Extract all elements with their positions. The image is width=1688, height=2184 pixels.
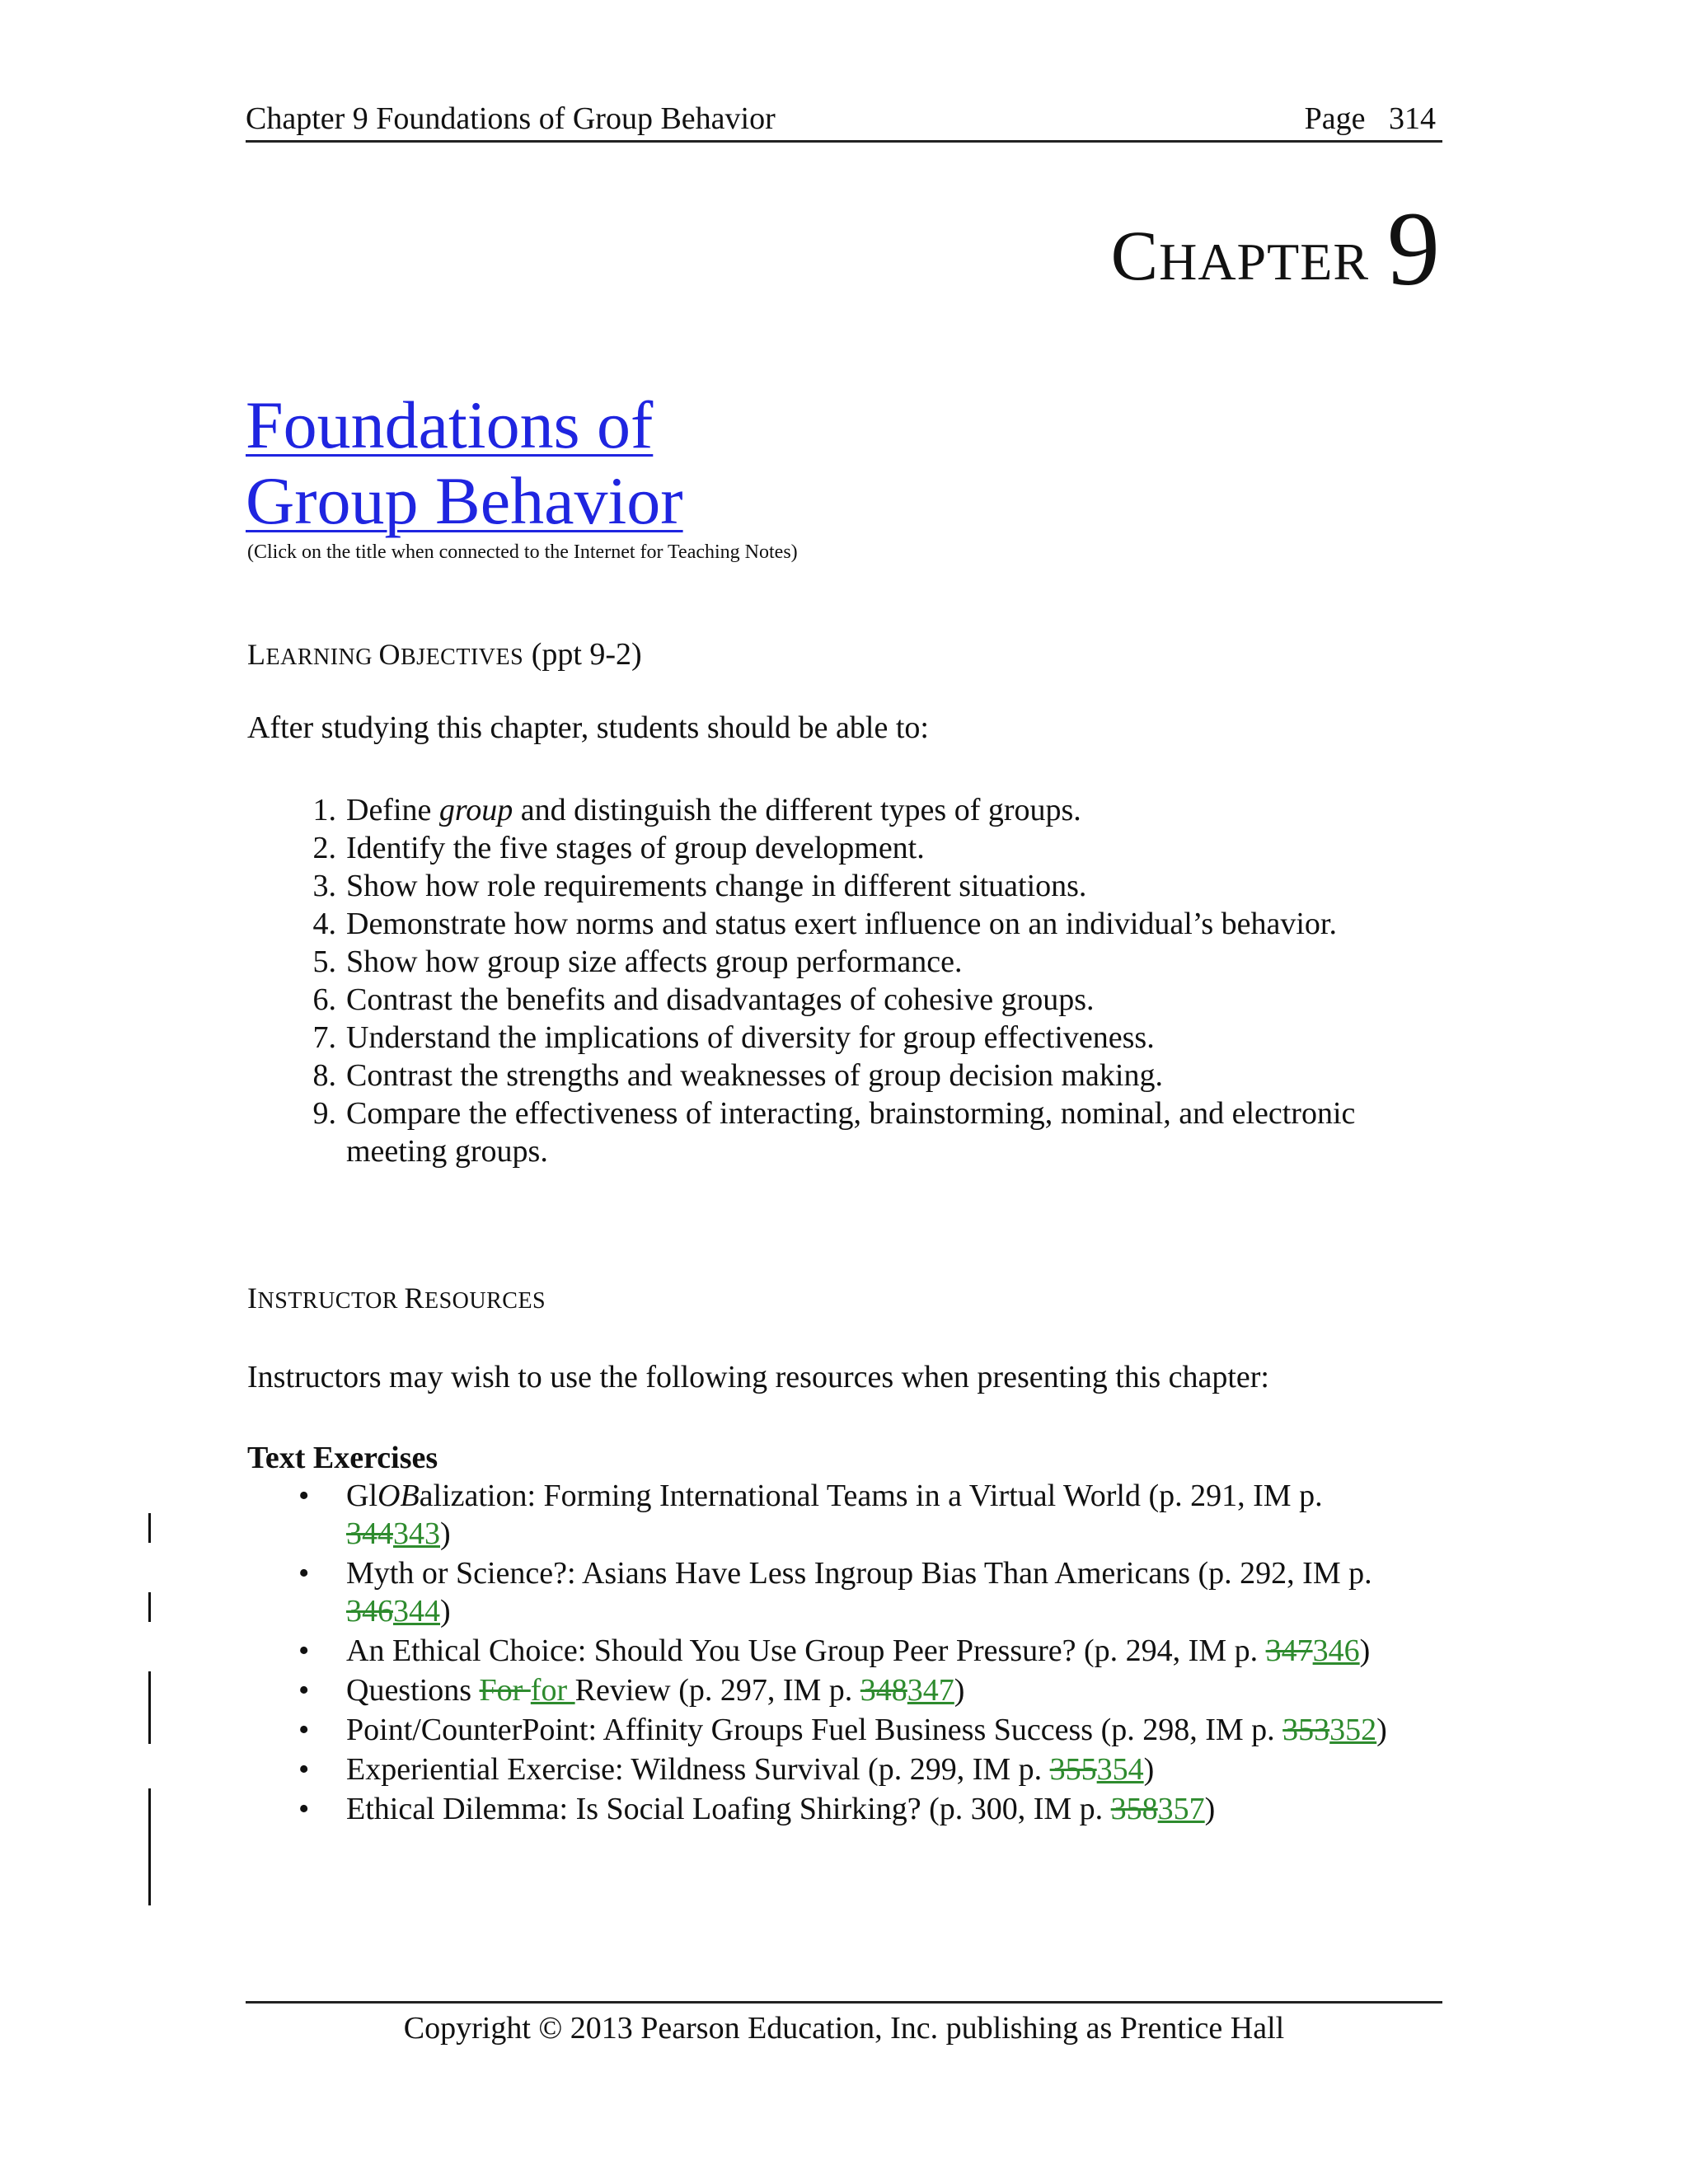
title-note: (Click on the title when connected to the Internet for Teaching Notes) — [247, 541, 798, 563]
objective-text: Show how group size affects group performance. — [346, 944, 963, 979]
item-text: ) — [440, 1516, 451, 1551]
objective-text: and distinguish the different types of groups. — [513, 793, 1081, 827]
objective-number: 1. — [312, 793, 336, 827]
objective-number: 3. — [312, 869, 336, 903]
item-text: Experiential Exercise: Wildness Survival (p. 299, IM p. — [346, 1752, 1050, 1787]
ir-head-rest2: ESOURCES — [424, 1288, 546, 1314]
learning-objective-item — [247, 829, 1451, 867]
learning-objectives-list — [247, 791, 1451, 1170]
list-item — [247, 1711, 1418, 1749]
inserted-page-number: 354 — [1096, 1752, 1144, 1787]
page-header — [246, 97, 1442, 143]
learning-objective-item — [247, 1057, 1451, 1094]
lo-head-rest2: BJECTIVES — [401, 644, 524, 670]
chapter-title — [246, 387, 683, 539]
list-item — [247, 1632, 1418, 1670]
learning-objective-item — [247, 981, 1451, 1019]
change-bar — [148, 1671, 151, 1744]
objective-number: 5. — [312, 944, 336, 979]
ir-head-cap2: R — [404, 1282, 424, 1315]
inserted-page-number: 357 — [1157, 1792, 1205, 1826]
item-text: ) — [954, 1673, 965, 1708]
header-page-number: Page 314 — [1304, 101, 1436, 136]
learning-objective-item — [247, 1019, 1451, 1057]
objective-text: Define — [346, 793, 439, 827]
item-text: Myth or Science?: Asians Have Less Ingroup Bias Than Americans (p. 292, IM p. — [346, 1556, 1372, 1591]
bullet-icon: • — [298, 1556, 310, 1591]
item-text: Gl — [346, 1479, 377, 1513]
item-text: Point/CounterPoint: Affinity Groups Fuel Business Success (p. 298, IM p. — [346, 1713, 1283, 1747]
learning-objective-item — [247, 791, 1451, 829]
objective-text: Identify the five stages of group development. — [346, 831, 925, 865]
header-chapter-title: Chapter 9 Foundations of Group Behavior — [246, 101, 776, 136]
inserted-page-number: 343 — [393, 1516, 440, 1551]
bullet-icon: • — [298, 1479, 310, 1513]
objective-number: 8. — [312, 1058, 336, 1093]
item-text: An Ethical Choice: Should You Use Group Peer Pressure? (p. 294, IM p. — [346, 1633, 1266, 1668]
inserted-page-number: 346 — [1312, 1633, 1360, 1668]
item-text: Ethical Dilemma: Is Social Loafing Shirking? (p. 300, IM p. — [346, 1792, 1111, 1826]
objective-text: Understand the implications of diversity for group effectiveness. — [346, 1020, 1155, 1055]
list-item — [247, 1554, 1418, 1630]
bullet-icon: • — [298, 1633, 310, 1668]
chapter-heading-cap: C — [1110, 216, 1160, 295]
lo-head-cap1: L — [247, 638, 266, 671]
deleted-word: For — [479, 1673, 531, 1708]
item-text: Questions — [346, 1673, 480, 1708]
bullet-icon: • — [298, 1713, 310, 1747]
learning-objectives-intro: After studying this chapter, students should be able to: — [247, 710, 929, 745]
inserted-page-number: 347 — [907, 1673, 954, 1708]
item-text: alization: Forming International Teams in a Virtual World (p. 291, IM p. — [419, 1479, 1323, 1513]
inserted-word: for — [530, 1673, 575, 1708]
item-text: ) — [1376, 1713, 1387, 1747]
lo-ppt-ref: (ppt 9-2) — [523, 637, 642, 672]
inserted-page-number: 352 — [1329, 1713, 1377, 1747]
chapter-heading-rest: HAPTER — [1159, 232, 1369, 291]
chapter-number: 9 — [1387, 190, 1441, 307]
objective-text: Demonstrate how norms and status exert influence on an individual’s behavior. — [346, 907, 1337, 941]
change-bar — [148, 1788, 151, 1905]
objective-text: Contrast the strengths and weaknesses of group decision making. — [346, 1058, 1163, 1093]
objective-text: Contrast the benefits and disadvantages of cohesive groups. — [346, 982, 1095, 1017]
lo-head-cap2: O — [378, 638, 401, 671]
list-item — [247, 1477, 1418, 1553]
deleted-page-number: 353 — [1282, 1713, 1330, 1747]
ir-head-cap1: I — [247, 1282, 258, 1315]
deleted-page-number: 347 — [1265, 1633, 1313, 1668]
item-text: ) — [1359, 1633, 1371, 1668]
page-footer: Copyright © 2013 Pearson Education, Inc. publishing as Prentice Hall — [403, 2011, 1285, 2046]
objective-text: Show how role requirements change in different situations. — [346, 869, 1087, 903]
change-bar — [148, 1592, 151, 1622]
text-exercises-heading: Text Exercises — [247, 1441, 438, 1475]
item-text: ) — [440, 1594, 451, 1629]
learning-objective-item — [247, 867, 1451, 905]
inserted-page-number: 344 — [393, 1594, 440, 1629]
objective-number: 7. — [312, 1020, 336, 1055]
list-item — [247, 1671, 1418, 1709]
bullet-icon: • — [298, 1673, 310, 1708]
objective-number: 9. — [312, 1096, 336, 1131]
text-exercises-list — [247, 1477, 1418, 1830]
title-link-line1[interactable]: Foundations of — [246, 387, 654, 462]
deleted-page-number: 348 — [860, 1673, 907, 1708]
learning-objective-item — [247, 943, 1451, 981]
learning-objectives-heading — [247, 638, 642, 674]
learning-objective-item — [247, 905, 1451, 943]
item-text: ) — [1204, 1792, 1216, 1826]
ir-head-rest1: NSTRUCTOR — [257, 1288, 405, 1314]
objective-text: Compare the effectiveness of interacting, brainstorming, nominal, and electronic meeting groups. — [346, 1096, 1363, 1169]
objective-number: 4. — [312, 907, 336, 941]
deleted-page-number: 344 — [346, 1516, 393, 1551]
list-item — [247, 1750, 1418, 1788]
chapter-heading — [1110, 190, 1441, 307]
objective-emphasis: group — [438, 793, 513, 827]
learning-objective-item — [247, 1094, 1451, 1170]
list-item — [247, 1790, 1418, 1828]
footer-rule — [246, 2001, 1442, 2004]
objective-number: 6. — [312, 982, 336, 1017]
item-text: ) — [1143, 1752, 1155, 1787]
deleted-page-number: 346 — [346, 1594, 393, 1629]
title-link-line2[interactable]: Group Behavior — [246, 463, 683, 538]
instructor-resources-intro: Instructors may wish to use the following resources when presenting this chapter: — [247, 1360, 1269, 1394]
deleted-page-number: 355 — [1049, 1752, 1097, 1787]
item-text: Review (p. 297, IM p. — [574, 1673, 860, 1708]
item-emphasis: OB — [377, 1479, 420, 1513]
change-bar — [148, 1513, 151, 1543]
bullet-icon: • — [298, 1752, 310, 1787]
objective-number: 2. — [312, 831, 336, 865]
lo-head-rest1: EARNING — [265, 644, 379, 670]
instructor-resources-heading — [247, 1282, 546, 1318]
bullet-icon: • — [298, 1792, 310, 1826]
deleted-page-number: 358 — [1110, 1792, 1158, 1826]
